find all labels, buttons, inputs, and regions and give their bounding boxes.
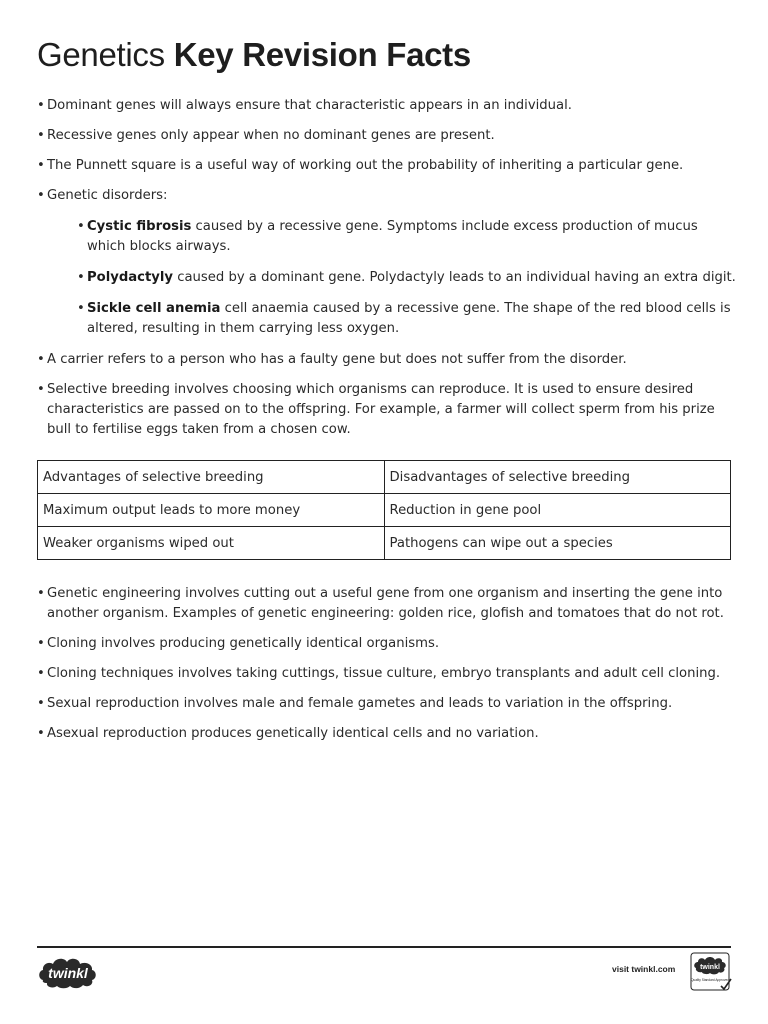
fact-item: • Dominant genes will always ensure that characteristic appears in an individual. (37, 96, 737, 116)
footer-divider (37, 946, 731, 948)
table-header-row (38, 461, 731, 494)
badge-text: Quality Standard Approved (690, 978, 730, 982)
disorder-text: caused by a recessive gene. Symptoms include excess production of mucus which blocks airways. (87, 219, 698, 254)
selective-breeding-table (37, 460, 731, 560)
visit-link-text[interactable]: visit twinkl.com (612, 964, 676, 974)
twinkl-logo (37, 952, 99, 994)
disorder-item (77, 268, 737, 288)
fact-item: • A carrier refers to a person who has a faulty gene but does not suffer from the disorder. (37, 350, 737, 370)
fact-item: • Asexual reproduction produces genetically identical cells and no variation. (37, 724, 737, 744)
quality-badge (690, 952, 734, 996)
disorder-item (77, 299, 737, 339)
fact-item: • Cloning techniques involves taking cuttings, tissue culture, embryo transplants and adult cell cloning. (37, 664, 737, 684)
facts-list-top (37, 96, 737, 206)
fact-item: • Cloning involves producing genetically identical organisms. (37, 634, 737, 654)
table-cell: Maximum output leads to more money (38, 494, 385, 527)
disorder-name: Cystic fibrosis (87, 219, 192, 234)
fact-item: • The Punnett square is a useful way of working out the probability of inheriting a particular gene. (37, 156, 737, 176)
table-row (38, 527, 731, 560)
disorder-name: Polydactyly (87, 270, 174, 285)
fact-item: • Selective breeding involves choosing which organisms can reproduce. It is used to ensure desired characteristics are passed on to the offspring. For example, a farmer will collect sperm from his prize bull to fertilise eggs taken from a chosen cow. (37, 380, 737, 440)
facts-list-bottom (37, 584, 737, 744)
fact-item: • Sexual reproduction involves male and female gametes and leads to variation in the offspring. (37, 694, 737, 714)
table-row (38, 494, 731, 527)
logo-text: twinkl (48, 965, 88, 981)
table-header-cell: Advantages of selective breeding (38, 461, 385, 494)
table-header-cell: Disadvantages of selective breeding (384, 461, 731, 494)
title-bold: Key Revision Facts (173, 36, 471, 73)
table-cell: Pathogens can wipe out a species (384, 527, 731, 560)
facts-list-mid (37, 350, 737, 440)
badge-brand: twinkl (700, 964, 720, 971)
disorder-name: Sickle cell anemia (87, 301, 221, 316)
fact-item: • Recessive genes only appear when no dominant genes are present. (37, 126, 737, 146)
disorders-list (77, 217, 737, 339)
page-title (37, 36, 471, 74)
disorder-item (77, 217, 737, 257)
fact-item: • Genetic disorders: (37, 186, 737, 206)
disorder-text: cell anaemia caused by a recessive gene. The shape of the red blood cells is altered, resulting in them carrying less oxygen. (87, 301, 731, 336)
disorder-text: caused by a dominant gene. Polydactyly leads to an individual having an extra digit. (173, 270, 736, 285)
table-cell: Reduction in gene pool (384, 494, 731, 527)
fact-item: • Genetic engineering involves cutting out a useful gene from one organism and inserting the gene into another organism. Examples of genetic engineering: golden rice, glofish and tomatoes that do not rot. (37, 584, 737, 624)
table-cell: Weaker organisms wiped out (38, 527, 385, 560)
title-light: Genetics (37, 36, 165, 73)
